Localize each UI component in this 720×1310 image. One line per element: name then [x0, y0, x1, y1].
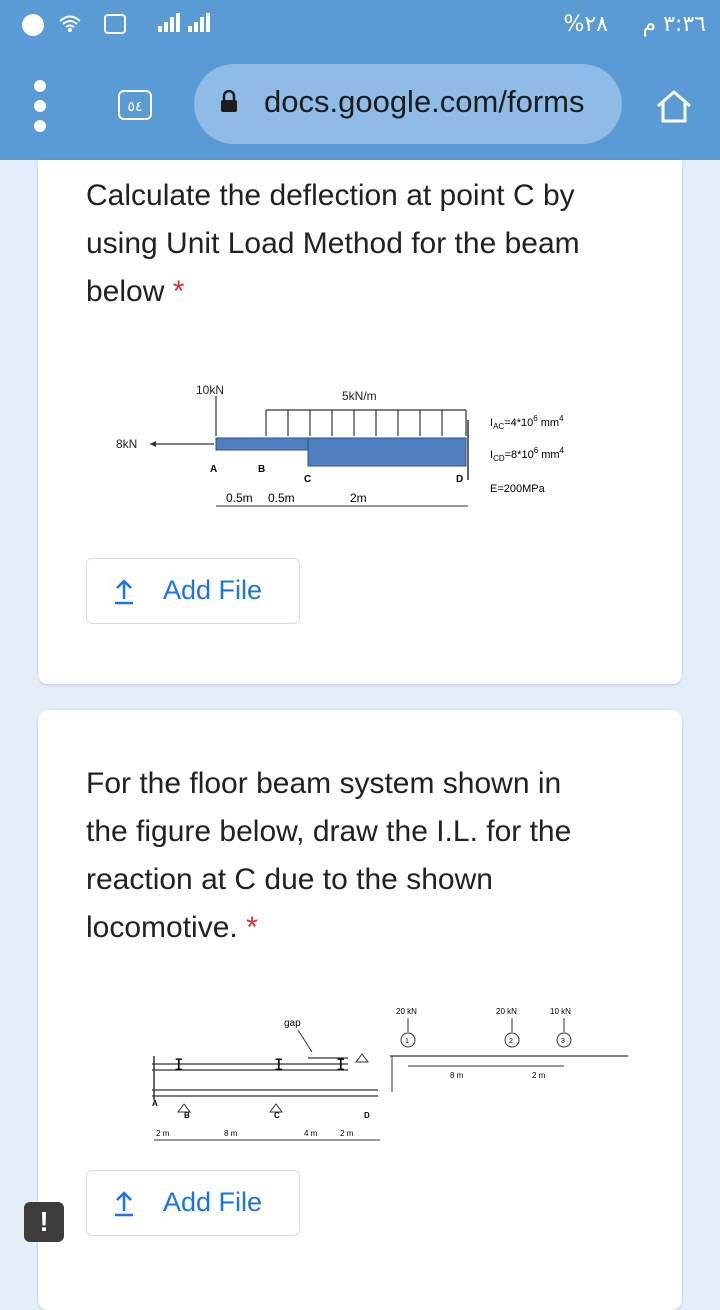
point-label: C [304, 474, 312, 485]
menu-dots-icon[interactable] [32, 80, 48, 132]
wheel-label: 3 [561, 1038, 565, 1045]
elastic-modulus: E=200MPa [490, 483, 545, 495]
tabs-button[interactable]: ٥٤ [118, 90, 152, 120]
required-mark: * [172, 275, 185, 308]
question-text: Calculate the deflection at point C by using Unit Load Method for the beam below * [86, 179, 580, 308]
clock: ٣:٣٦ م [642, 12, 706, 37]
beam-figure [86, 380, 646, 530]
load-label: 20 kN [396, 1007, 417, 1016]
point-label: D [456, 474, 464, 485]
status-bar [0, 0, 720, 52]
wheel-label: 1 [405, 1038, 409, 1045]
point-label: B [258, 464, 266, 475]
wifi-icon [58, 14, 82, 39]
span-label: 2 m [156, 1129, 170, 1138]
inertia-ac: $I_{AC}=4*10^6$ $mm^4$ [490, 414, 564, 431]
add-file-label: Add File [163, 1187, 263, 1217]
spacing-label: 8 m [450, 1071, 464, 1080]
question-text: For the floor beam system shown in the figure below, draw the I.L. for the reaction at C due to the shown locomotive. * [86, 767, 572, 944]
floor-beam-figure [108, 1000, 668, 1150]
question-card [38, 160, 682, 684]
support-label: B [184, 1111, 190, 1120]
spacing-label: 2 m [532, 1071, 546, 1080]
dimension-label: 2m [350, 491, 367, 505]
support-label: A [152, 1099, 158, 1108]
battery-level: %٢٨ [563, 12, 608, 37]
report-icon[interactable]: ! [24, 1202, 64, 1242]
wheel-label: 2 [509, 1038, 513, 1045]
dimension-label: 0.5m [268, 491, 295, 505]
svg-text:I: I [336, 1055, 346, 1074]
span-label: 8 m [224, 1129, 238, 1138]
alarm-icon [22, 14, 44, 36]
svg-text:I: I [174, 1055, 184, 1074]
support-label: D [364, 1111, 370, 1120]
url-text: docs.google.com/forms [264, 84, 585, 119]
add-file-label: Add File [163, 575, 263, 605]
required-mark: * [246, 911, 258, 944]
point-label: A [210, 464, 218, 475]
load-label: 10 kN [550, 1007, 571, 1016]
url-bar[interactable] [194, 64, 622, 144]
svg-text:I: I [274, 1055, 284, 1074]
load-label: 20 kN [496, 1007, 517, 1016]
udl-label: 5kN/m [342, 389, 377, 403]
add-file-button[interactable] [86, 558, 300, 624]
home-icon[interactable] [654, 88, 694, 124]
upload-icon [113, 577, 135, 605]
signal-icon [156, 12, 216, 39]
inertia-cd: $I_{CD}=8*10^6$ $mm^4$ [490, 446, 564, 463]
add-file-button[interactable] [86, 1170, 300, 1236]
upload-icon [113, 1189, 135, 1217]
gap-label: gap [284, 1018, 301, 1029]
image-icon [104, 14, 126, 34]
lock-icon [220, 90, 238, 112]
support-label: C [274, 1111, 280, 1120]
dimension-label: 0.5m [226, 491, 253, 505]
span-label: 2 m [340, 1129, 354, 1138]
browser-toolbar [0, 52, 720, 160]
question-card [38, 710, 682, 1310]
span-label: 4 m [304, 1129, 318, 1138]
point-load-label: 10kN [196, 383, 225, 397]
horizontal-load-label: 8kN [116, 437, 138, 451]
